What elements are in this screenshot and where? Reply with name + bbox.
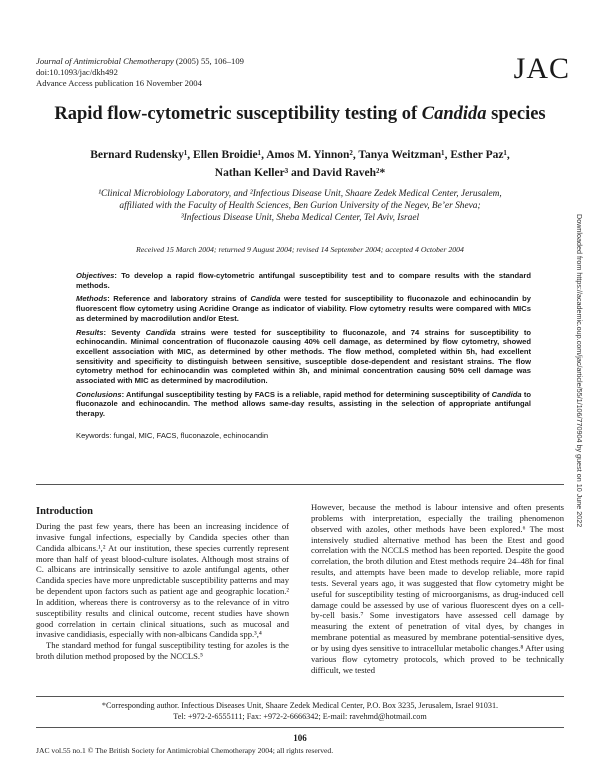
methods-text-a: : Reference and laboratory strains of: [107, 294, 251, 304]
methods-text-c: were tested for susceptibility to fluconazole and echinocandin by fluorescent flow cytometry using Acridine Orange as indicator of viability. Flow cytometry results were compared with MICs as determined by macrodilution and/or Etest.: [76, 294, 531, 323]
intro-paragraph-2: The standard method for fungal susceptibility testing for azoles is the broth dilution method proposed by the NCCLS.⁵: [36, 640, 289, 662]
right-column: [311, 502, 564, 676]
results-text-c: strains were tested for susceptibility to fluconazole, and 74 strains for susceptibility to echinocandin. Minimal concentration of fluconazole causing 40% cell damage, as determined by flow cytometry, showed excellent association with MIC, as determined by other methods. The flow method, completed within 5h, had excellent sensitivity and specificity to distinguish between sensitive, susceptible dose-dependent and resistant strains. The flow cytometry method for echinocandin was completed within 3h, and minimal concentration causing 50% cell damage was associated with MIC as determined by macrodilution.: [76, 327, 531, 386]
methods-label: Methods: [76, 294, 108, 304]
authors-line-2: Nathan Keller³ and David Raveh²*: [214, 167, 386, 179]
download-notice: Downloaded from https://academic.oup.com/jac/article/55/1/106/770904 by guest on 10 June 2022: [575, 214, 584, 528]
conclusions-text-b: Candida: [491, 389, 522, 399]
author-list: [40, 146, 560, 182]
keywords: Keywords: fungal, MIC, FACS, fluconazole, echinocandin: [76, 431, 269, 440]
title-italic: Candida: [421, 104, 487, 124]
abstract-objectives: [76, 271, 531, 290]
objectives-text: : To develop a rapid flow-cytometric antifungal susceptibility test and to compare results with the standard methods.: [76, 271, 531, 290]
journal-name: Journal of Antimicrobial Chemotherapy: [36, 56, 174, 66]
results-text-a: : Seventy: [103, 327, 146, 337]
results-text-b: Candida: [145, 327, 176, 337]
conclusions-text-c: to fluconazole and echinocandin. The method allows same-day results, assisting in the selection of appropriate antifungal therapy.: [76, 389, 531, 419]
intro-paragraph-1: During the past few years, there has been an increasing incidence of invasive fungal infections, especially by Candida species other than Candida albicans.¹,² At our institution, these species currently represent more than half of yeast blood-culture isolates. Although most strains of C. albicans are intrinsically sensitive to azole antifungal agents, other Candida species have more unpredictable susceptibility patterns and may be dependent upon factors such as patient age and geographic location.² In addition, whereas there is controversy as to the relevance of in vitro susceptibility results and clinical outcome, recent studies have shown good correlation in certain clinical situations, such as mucosal and invasive candidiasis, especially with non-albicans Candida spp.³,⁴: [36, 521, 289, 640]
journal-meta: [36, 56, 244, 89]
conclusions-label: Conclusions: [76, 389, 122, 399]
copyright-footer: JAC vol.55 no.1 © The British Society for Antimicrobial Chemotherapy 2004; all rights reserved.: [36, 746, 334, 755]
received-dates: Received 15 March 2004; returned 9 August 2004; revised 14 September 2004; accepted 4 October 2004: [136, 245, 464, 254]
journal-logo: JAC: [513, 52, 570, 85]
page-number: 106: [293, 733, 307, 743]
affiliation-line-3: ³Infectious Disease Unit, Sheba Medical Center, Tel Aviv, Israel: [180, 213, 420, 223]
doi: doi:10.1093/jac/dkh492: [36, 67, 118, 77]
abstract-conclusions: [76, 390, 531, 419]
affiliation-line-1: ¹Clinical Microbiology Laboratory, and ²Infectious Disease Unit, Shaare Zedek Medical Center, Jerusalem,: [98, 189, 502, 199]
advance-access: Advance Access publication 16 November 2004: [36, 78, 202, 88]
page-bottom-divider: [36, 727, 564, 728]
correspondence-line-2: Tel: +972-2-6555111; Fax: +972-2-6666342; E-mail: ravehmd@hotmail.com: [173, 711, 427, 721]
affiliations: [40, 188, 560, 224]
title-prefix: Rapid flow-cytometric susceptibility testing of: [54, 104, 422, 124]
affiliation-line-2: affiliated with the Faculty of Health Sciences, Ben Gurion University of the Negev, Be’er Sheva;: [119, 201, 481, 211]
intro-paragraph-3: However, because the method is labour intensive and often presents problems with interpretation, especially the trailing phenomenon observed with azoles, other methods have been explored.⁶ The most intensively studied alternative method has been the Etest and good correlation with the NCCLS method has been reported. Despite the good correlation, the broth dilution and Etest methods require 24–48h for final results, and attempts have been made to develop reliable, more rapid tests. Several years ago, it was suggested that flow cytometry might be useful for susceptibility testing of microorganisms, as drug-induced cell damage could be assessed by use of various fluorescent dyes on a cell-by-cell basis.⁷ Some investigators have assessed cell damage by measuring the extent of penetration of vital dyes, by changes in membrane potential as measured by membrane potential-sensitive dyes, or by using dyes sensitive to intracellular metabolic changes.⁸ After using various flow cytometry protocols, which proved to be technically difficult, we tested: [311, 502, 564, 675]
conclusions-text-a: : Antifungal susceptibility testing by FACS is a reliable, rapid method for determining susceptibility of: [121, 389, 492, 399]
abstract-methods: [76, 294, 531, 323]
abstract-results: [76, 328, 531, 386]
objectives-label: Objectives: [76, 271, 115, 280]
section-heading-introduction: Introduction: [36, 506, 93, 517]
abstract: [76, 271, 531, 423]
abstract-divider: [36, 484, 564, 485]
journal-citation: (2005) 55, 106–109: [173, 56, 244, 66]
corresponding-author: [36, 701, 564, 722]
article-title: [0, 104, 600, 125]
footnote-divider: [36, 696, 564, 697]
download-watermark: [576, 214, 586, 644]
authors-line-1: Bernard Rudensky¹, Ellen Broidie¹, Amos M. Yinnon², Tanya Weitzman¹, Esther Paz¹,: [90, 149, 510, 161]
correspondence-line-1: *Corresponding author. Infectious Diseases Unit, Shaare Zedek Medical Center, P.O. Box 3235, Jerusalem, Israel 91031.: [101, 701, 499, 710]
title-suffix: species: [486, 104, 546, 124]
results-label: Results: [76, 327, 104, 337]
methods-text-b: Candida: [250, 294, 281, 304]
left-column: [36, 521, 289, 662]
